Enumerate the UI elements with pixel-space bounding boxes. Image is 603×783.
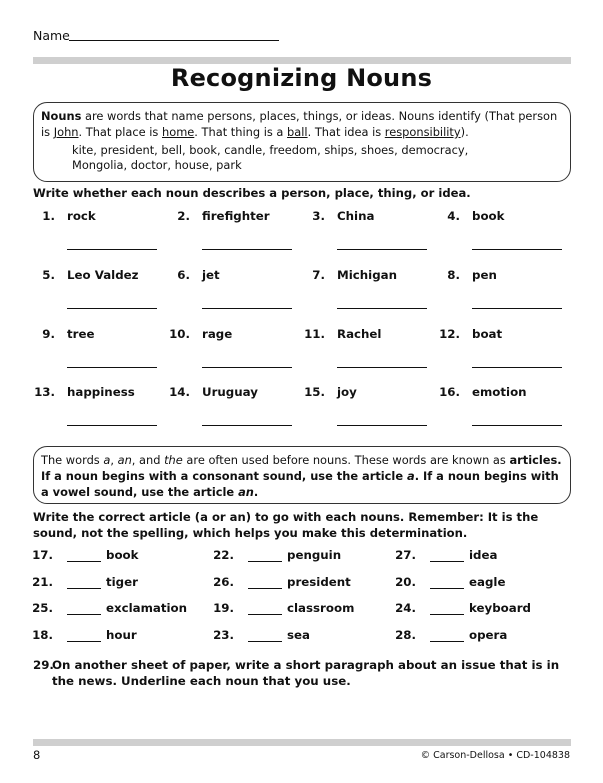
noun-number: 16. — [439, 385, 460, 399]
article-blank[interactable] — [67, 614, 101, 615]
answer-line[interactable] — [202, 249, 292, 250]
noun-word: Leo Valdez — [67, 268, 139, 282]
noun-number: 4. — [447, 209, 460, 223]
noun-word: boat — [472, 327, 503, 341]
article-number: 18. — [32, 628, 53, 642]
name-label: Name — [33, 28, 70, 43]
answer-line[interactable] — [67, 308, 157, 309]
noun-word: Michigan — [337, 268, 398, 282]
noun-number: 3. — [312, 209, 325, 223]
article-blank[interactable] — [430, 614, 464, 615]
article-word: exclamation — [106, 601, 188, 615]
noun-number: 10. — [169, 327, 190, 341]
page-number: 8 — [33, 748, 41, 762]
answer-line[interactable] — [67, 367, 157, 368]
article-number: 23. — [213, 628, 234, 642]
answer-line[interactable] — [67, 249, 157, 250]
definition-term: Nouns — [41, 109, 82, 123]
page-title: Recognizing Nouns — [170, 64, 433, 92]
article-number: 21. — [32, 575, 53, 589]
answer-line[interactable] — [472, 308, 562, 309]
article-word: tiger — [106, 575, 138, 589]
noun-word: emotion — [472, 385, 527, 399]
answer-line[interactable] — [337, 308, 427, 309]
noun-number: 5. — [42, 268, 55, 282]
noun-word: jet — [202, 268, 220, 282]
header-bar — [33, 57, 571, 64]
article-number: 19. — [213, 601, 234, 615]
article-blank[interactable] — [430, 588, 464, 589]
article-blank[interactable] — [67, 588, 101, 589]
instruction-1: Write whether each noun describes a person, place, thing, or idea. — [33, 186, 471, 200]
definition-text: Nouns are words that name persons, places, things, or ideas. Nouns identify (That person is John. That place is home. That thing is a ball. That idea is responsibility). — [41, 109, 558, 139]
copyright: © Carson-Dellosa • CD-104838 — [420, 750, 570, 761]
instruction-2: Write the correct article (a or an) to go with each nouns. Remember: It is the sound, not the spelling, which helps you make this determination. — [33, 510, 539, 540]
article-number: 17. — [32, 548, 53, 562]
article-word: penguin — [287, 548, 342, 562]
answer-line[interactable] — [202, 425, 292, 426]
noun-number: 1. — [42, 209, 55, 223]
article-blank[interactable] — [430, 641, 464, 642]
article-number: 27. — [395, 548, 416, 562]
question-29-text: On another sheet of paper, write a short paragraph about an issue that is in the news. Underline each noun that you use. — [52, 658, 560, 688]
noun-number: 14. — [169, 385, 190, 399]
noun-word: book — [472, 209, 505, 223]
article-word: president — [287, 575, 351, 589]
noun-number: 6. — [177, 268, 190, 282]
article-number: 26. — [213, 575, 234, 589]
answer-line[interactable] — [472, 367, 562, 368]
article-number: 24. — [395, 601, 416, 615]
noun-word: pen — [472, 268, 497, 282]
noun-word: Rachel — [337, 327, 382, 341]
noun-number: 12. — [439, 327, 460, 341]
article-blank[interactable] — [248, 641, 282, 642]
article-blank[interactable] — [248, 614, 282, 615]
noun-word: Uruguay — [202, 385, 258, 399]
article-word: hour — [106, 628, 137, 642]
noun-number: 9. — [42, 327, 55, 341]
article-number: 25. — [32, 601, 53, 615]
definition-box — [33, 102, 571, 182]
article-word: sea — [287, 628, 310, 642]
article-number: 28. — [395, 628, 416, 642]
footer-bar — [33, 739, 571, 746]
noun-number: 15. — [304, 385, 325, 399]
answer-line[interactable] — [472, 249, 562, 250]
noun-word: tree — [67, 327, 95, 341]
noun-word: rock — [67, 209, 96, 223]
article-blank[interactable] — [67, 641, 101, 642]
noun-word: China — [337, 209, 375, 223]
answer-line[interactable] — [337, 425, 427, 426]
article-word: eagle — [469, 575, 506, 589]
noun-word: joy — [337, 385, 357, 399]
articles-box — [33, 446, 571, 504]
question-29-number: 29. — [33, 658, 54, 672]
noun-word: happiness — [67, 385, 135, 399]
article-blank[interactable] — [248, 561, 282, 562]
article-word: idea — [469, 548, 498, 562]
example-words: kite, president, bell, book, candle, freedom, ships, shoes, democracy, Mongolia, doctor, house, park — [72, 143, 469, 172]
article-blank[interactable] — [430, 561, 464, 562]
noun-number: 8. — [447, 268, 460, 282]
article-word: opera — [469, 628, 508, 642]
answer-line[interactable] — [67, 425, 157, 426]
article-number: 22. — [213, 548, 234, 562]
article-blank[interactable] — [248, 588, 282, 589]
noun-number: 11. — [304, 327, 325, 341]
answer-line[interactable] — [202, 367, 292, 368]
noun-number: 13. — [34, 385, 55, 399]
noun-word: firefighter — [202, 209, 270, 223]
noun-number: 2. — [177, 209, 190, 223]
noun-number: 7. — [312, 268, 325, 282]
article-number: 20. — [395, 575, 416, 589]
answer-line[interactable] — [337, 249, 427, 250]
article-word: keyboard — [469, 601, 531, 615]
name-line[interactable] — [69, 40, 279, 41]
article-blank[interactable] — [67, 561, 101, 562]
answer-line[interactable] — [337, 367, 427, 368]
article-word: classroom — [287, 601, 355, 615]
answer-line[interactable] — [202, 308, 292, 309]
article-word: book — [106, 548, 139, 562]
answer-line[interactable] — [472, 425, 562, 426]
articles-text: The words a, an, and the are often used before nouns. These words are known as articles. If a noun begins with a consonant sound, use the article a. If a noun begins with a vowel sound, use the article an. — [41, 453, 562, 499]
noun-word: rage — [202, 327, 233, 341]
